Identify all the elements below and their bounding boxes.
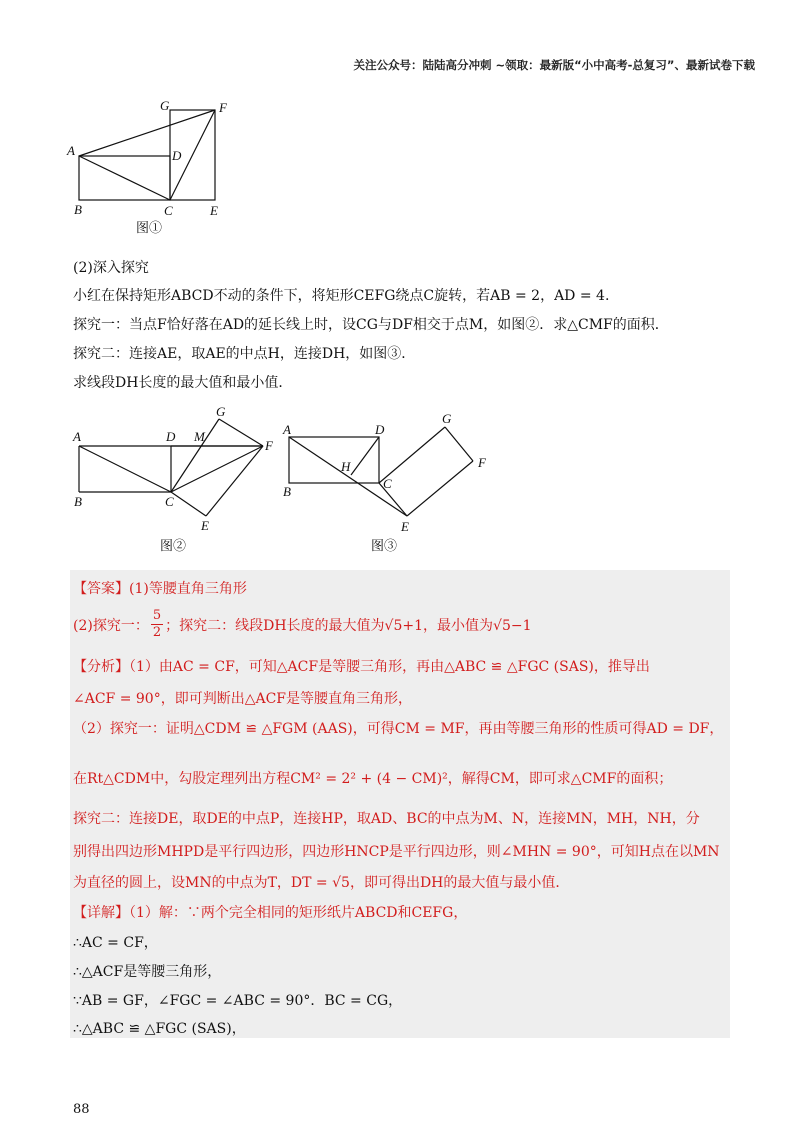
fig1-caption: 图①: [136, 220, 163, 235]
detail-line-4: ∵AB = GF，∠FGC = ∠ABC = 90°．BC = CG，: [73, 993, 403, 1009]
fig2-label-f: F: [265, 438, 273, 453]
fig2-line-ac: [79, 446, 171, 492]
fig2-label-b: B: [74, 494, 82, 509]
fig1-label-g: G: [160, 98, 170, 113]
fig3-line-dh: [351, 437, 379, 475]
fig2-label-e: E: [201, 518, 209, 533]
fig3-rect-abcd: [289, 437, 379, 483]
fig3-label-a: A: [283, 422, 291, 437]
fig1-label-a: A: [67, 143, 75, 158]
detail-line-1-text: 【详解】（1）解：∵两个完全相同的矩形纸片ABCD和CEFG，: [73, 905, 468, 921]
detail-line-2: ∴AC = CF，: [73, 935, 158, 951]
figure-1: [60, 92, 240, 242]
analysis-line-1: 【分析】（1）由AC = CF，可知△ACF是等腰三角形，再由△ABC ≌ △FGC (SAS)，推导出: [73, 659, 650, 675]
answer-line-2-suffix: ；探究二：线段DH长度的最大值为√5+1，最小值为√5−1: [165, 617, 532, 634]
part-title: (2)深入探究: [73, 260, 149, 276]
problem-line-4: 求线段DH长度的最大值和最小值．: [73, 375, 293, 391]
fig2-line-ef: [206, 446, 263, 516]
fig2-caption: 图②: [160, 538, 187, 553]
figure-2: [60, 400, 290, 560]
page-number: 88: [73, 1102, 90, 1117]
fig1-label-f: F: [219, 100, 227, 115]
fig1-label-e: E: [210, 203, 218, 218]
fig2-label-g: G: [216, 404, 226, 419]
analysis-line-4: 在Rt△CDM中，勾股定理列出方程CM² = 2² + (4 − CM)²，解得CM，即可求△CMF的面积；: [73, 771, 673, 787]
fig3-caption: 图③: [371, 538, 398, 553]
detail-line-1: [73, 902, 467, 922]
fig3-label-b: B: [283, 484, 291, 499]
analysis-line-7: 为直径的圆上，设MN的中点为T，DT = √5，即可得出DH的最大值与最小值．: [73, 875, 570, 891]
analysis-line-3: （2）探究一：证明△CDM ≌ △FGM (AAS)，可得CM = MF，再由等腰三角形的性质可得AD = DF，: [73, 721, 724, 737]
fig3-label-e: E: [401, 519, 409, 534]
fig1-label-d: D: [172, 148, 182, 163]
answer-fraction: [151, 608, 163, 641]
fig2-label-m: M: [194, 429, 205, 444]
answer-line-2: [73, 608, 532, 641]
problem-line-3: 探究二：连接AE，取AE的中点H，连接DH，如图③．: [73, 346, 416, 362]
fig1-line-af: [79, 110, 215, 156]
fig3-line-gf: [445, 427, 473, 461]
fig1-line-ac: [79, 156, 170, 200]
detail-line-3: ∴△ACF是等腰三角形，: [73, 964, 222, 980]
figure-3: [275, 400, 505, 560]
analysis-line-5: 探究二：连接DE，取DE的中点P，连接HP，取AD、BC的中点为M、N，连接MN，MH，NH，分: [73, 811, 700, 827]
fig2-label-c: C: [165, 494, 174, 509]
problem-line-2: 探究一：当点F恰好落在AD的延长线上时，设CG与DF相交于点M，如图②．求△CMF的面积．: [73, 317, 669, 333]
detail-line-5: ∴△ABC ≌ △FGC (SAS)，: [73, 1021, 246, 1037]
fig2-label-d: D: [166, 429, 176, 444]
fraction-denominator: 2: [152, 625, 162, 640]
fig3-line-fe: [407, 461, 473, 516]
answer-line-2-prefix: (2)探究一：: [73, 617, 149, 634]
answer-line-1: 【答案】(1)等腰直角三角形: [73, 581, 247, 597]
fig3-label-d: D: [375, 422, 385, 437]
fig1-label-b: B: [74, 202, 82, 217]
fraction-numerator: 5: [152, 608, 162, 623]
analysis-line-2: ∠ACF = 90°，即可判断出△ACF是等腰直角三角形，: [73, 691, 413, 707]
fig3-label-g: G: [442, 411, 452, 426]
fig2-line-cf: [171, 446, 263, 492]
fig2-label-a: A: [73, 429, 81, 444]
fig2-line-gf: [219, 419, 263, 446]
fig3-line-cg: [379, 427, 445, 483]
fig1-label-c: C: [164, 203, 173, 218]
fig3-label-f: F: [478, 455, 486, 470]
page-header: 关注公众号：陆陆高分冲刺 ~领取：最新版“小中高考-总复习”、最新试卷下载: [353, 58, 755, 72]
problem-line-1: 小红在保持矩形ABCD不动的条件下，将矩形CEFG绕点C旋转，若AB = 2，AD = 4.: [73, 288, 610, 304]
fig3-label-c: C: [383, 476, 392, 491]
fig2-line-ce: [171, 492, 206, 516]
analysis-line-6: 别得出四边形MHPD是平行四边形，四边形HNCP是平行四边形，则∠MHN = 90°，可知H点在以MN: [73, 844, 720, 860]
fig3-label-h: H: [341, 459, 351, 474]
